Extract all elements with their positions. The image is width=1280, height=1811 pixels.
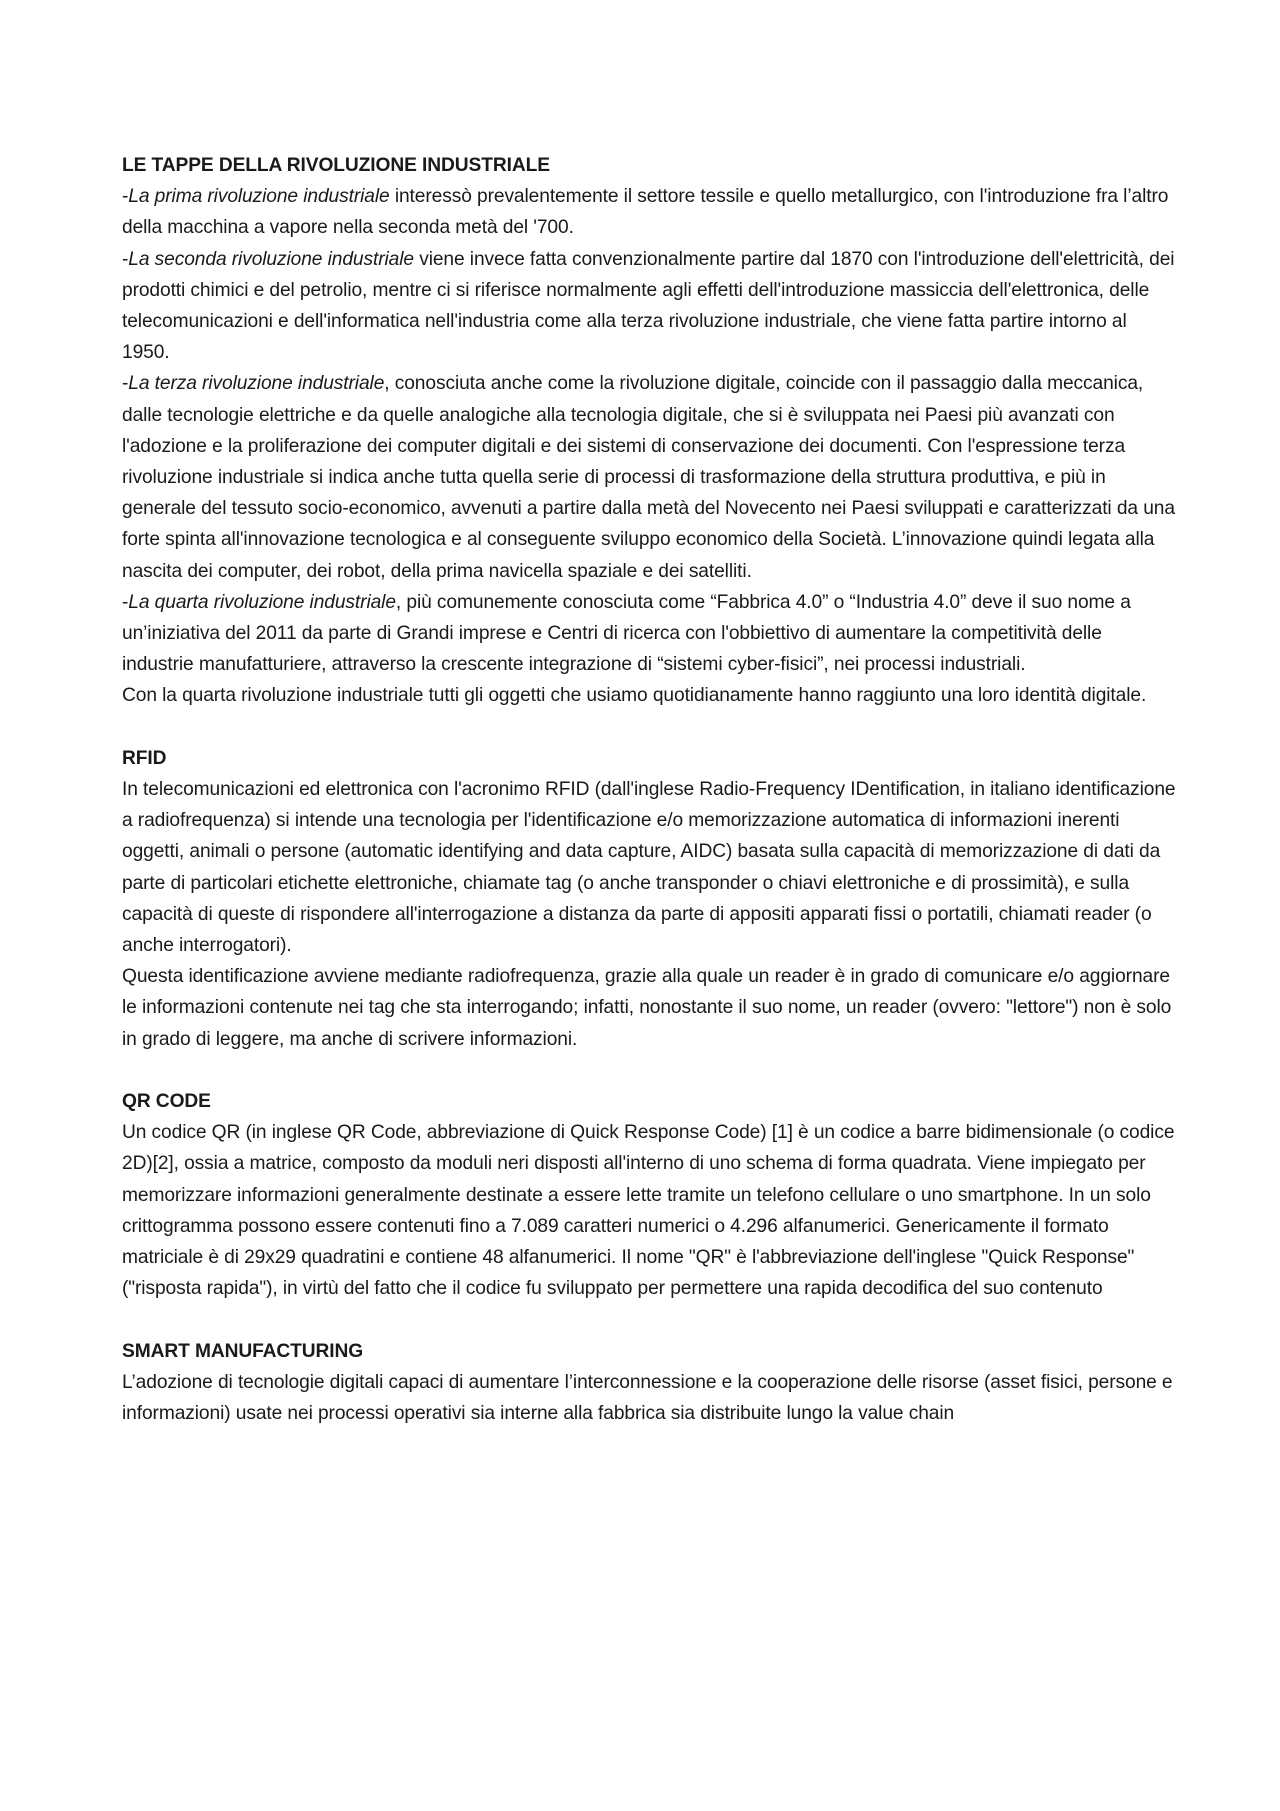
italic-term: La prima rivoluzione industriale (128, 186, 390, 208)
section-title-smart-manufacturing: SMART MANUFACTURING (122, 1340, 364, 1362)
italic-term: La seconda rivoluzione industriale (128, 248, 414, 270)
paragraph-terza-rivoluzione (122, 368, 1178, 586)
paragraph-smart-manufacturing: L’adozione di tecnologie digitali capaci di aumentare l’interconnessione e la cooperazione delle risorse (asset fisici, persone e informazioni) usate nei processi operativi sia interne alla fabbrica sia distribuite lungo la value chain (122, 1371, 1173, 1425)
paragraph-quarta-rivoluzione (122, 587, 1178, 681)
spacer (122, 1055, 1178, 1086)
section-title-tappe: LE TAPPE DELLA RIVOLUZIONE INDUSTRIALE (122, 155, 550, 176)
paragraph-prima-rivoluzione (122, 181, 1178, 243)
document-page (122, 150, 1178, 1429)
section-title-rfid: RFID (122, 747, 167, 769)
paragraph-rfid-definition: In telecomunicazioni ed elettronica con l'acronimo RFID (dall'inglese Radio-Frequency IDentification, in italiano identificazione a radiofrequenza) si intende una tecnologia per l'identificazione e/o memorizzazione automatica di informazioni inerenti oggetti, animali o persone (automatic identifying and data capture, AIDC) basata sulla capacità di memorizzazione di dati da parte di particolari etichette elettroniche, chiamate tag (o anche transponder o chiavi elettroniche e di prossimità), e sulla capacità di queste di rispondere all'interrogazione a distanza da parte di appositi apparati fissi o portatili, chiamati reader (o anche interrogatori). (122, 779, 1176, 957)
spacer (122, 712, 1178, 743)
dash-prefix: - (122, 186, 129, 208)
section-title-qr-code: QR CODE (122, 1091, 211, 1113)
paragraph-seconda-rivoluzione (122, 244, 1178, 369)
italic-term: La terza rivoluzione industriale (128, 373, 385, 395)
spacer (122, 1304, 1178, 1335)
paragraph-rfid-reader: Questa identificazione avviene mediante radiofrequenza, grazie alla quale un reader è in grado di comunicare e/o aggiornare le informazioni contenute nei tag che sta interrogando; infatti, nonostante il suo nome, un reader (ovvero: "lettore") non è solo in grado di leggere, ma anche di scrivere informazioni. (122, 966, 1172, 1050)
dash-prefix: - (122, 591, 129, 613)
paragraph-text: viene invece fatta convenzionalmente partire dal 1870 con l'introduzione dell'elettricità, dei prodotti chimici e del petrolio, mentre ci si riferisce normalmente agli effetti dell'introduzione massiccia dell'elettronica, delle telecomunicazioni e dell'informatica nell'industria come alla terza rivoluzione industriale, che viene fatta partire intorno al 1950. (122, 248, 1175, 364)
paragraph-identita-digitale: Con la quarta rivoluzione industriale tutti gli oggetti che usiamo quotidianamente hanno raggiunto una loro identità digitale. (122, 685, 1147, 707)
dash-prefix: - (122, 248, 129, 270)
dash-prefix: - (122, 373, 129, 395)
italic-term: La quarta rivoluzione industriale (128, 591, 396, 613)
paragraph-text: interessò prevalentemente il settore tessile e quello metallurgico, con l'introduzione fra l’altro della macchina a vapore nella seconda metà del '700. (122, 186, 1169, 239)
paragraph-text: , conosciuta anche come la rivoluzione digitale, coincide con il passaggio dalla meccanica, dalle tecnologie elettriche e da quelle analogiche alla tecnologia digitale, che si è sviluppata nei Paesi più avanzati con l'adozione e la proliferazione dei computer digitali e dei sistemi di conservazione dei documenti. Con l'espressione terza rivoluzione industriale si indica anche tutta quella serie di processi di trasformazione della struttura produttiva, e più in generale del tessuto socio-economico, avvenuti a partire dalla metà del Novecento nei Paesi sviluppati e caratterizzati da una forte spinta all'innovazione tecnologica e al conseguente sviluppo economico della Società. L’innovazione quindi legata alla nascita dei computer, dei robot, della prima navicella spaziale e dei satelliti. (122, 373, 1175, 582)
paragraph-qr-code: Un codice QR (in inglese QR Code, abbreviazione di Quick Response Code) [1] è un codice a barre bidimensionale (o codice 2D)[2], ossia a matrice, composto da moduli neri disposti all'interno di uno schema di forma quadrata. Viene impiegato per memorizzare informazioni generalmente destinate a essere lette tramite un telefono cellulare o uno smartphone. In un solo crittogramma possono essere contenuti fino a 7.089 caratteri numerici o 4.296 alfanumerici. Genericamente il formato matriciale è di 29x29 quadratini e contiene 48 alfanumerici. Il nome "QR" è l'abbreviazione dell'inglese "Quick Response" ("risposta rapida"), in virtù del fatto che il codice fu sviluppato per permettere una rapida decodifica del suo contenuto (122, 1122, 1175, 1300)
paragraph-text: , più comunemente conosciuta come “Fabbrica 4.0” o “Industria 4.0” deve il suo nome a un’iniziativa del 2011 da parte di Grandi imprese e Centri di ricerca con l'obbiettivo di aumentare la competitività delle industrie manufatturiere, attraverso la crescente integrazione di “sistemi cyber-fisici”, nei processi industriali. (122, 591, 1131, 676)
